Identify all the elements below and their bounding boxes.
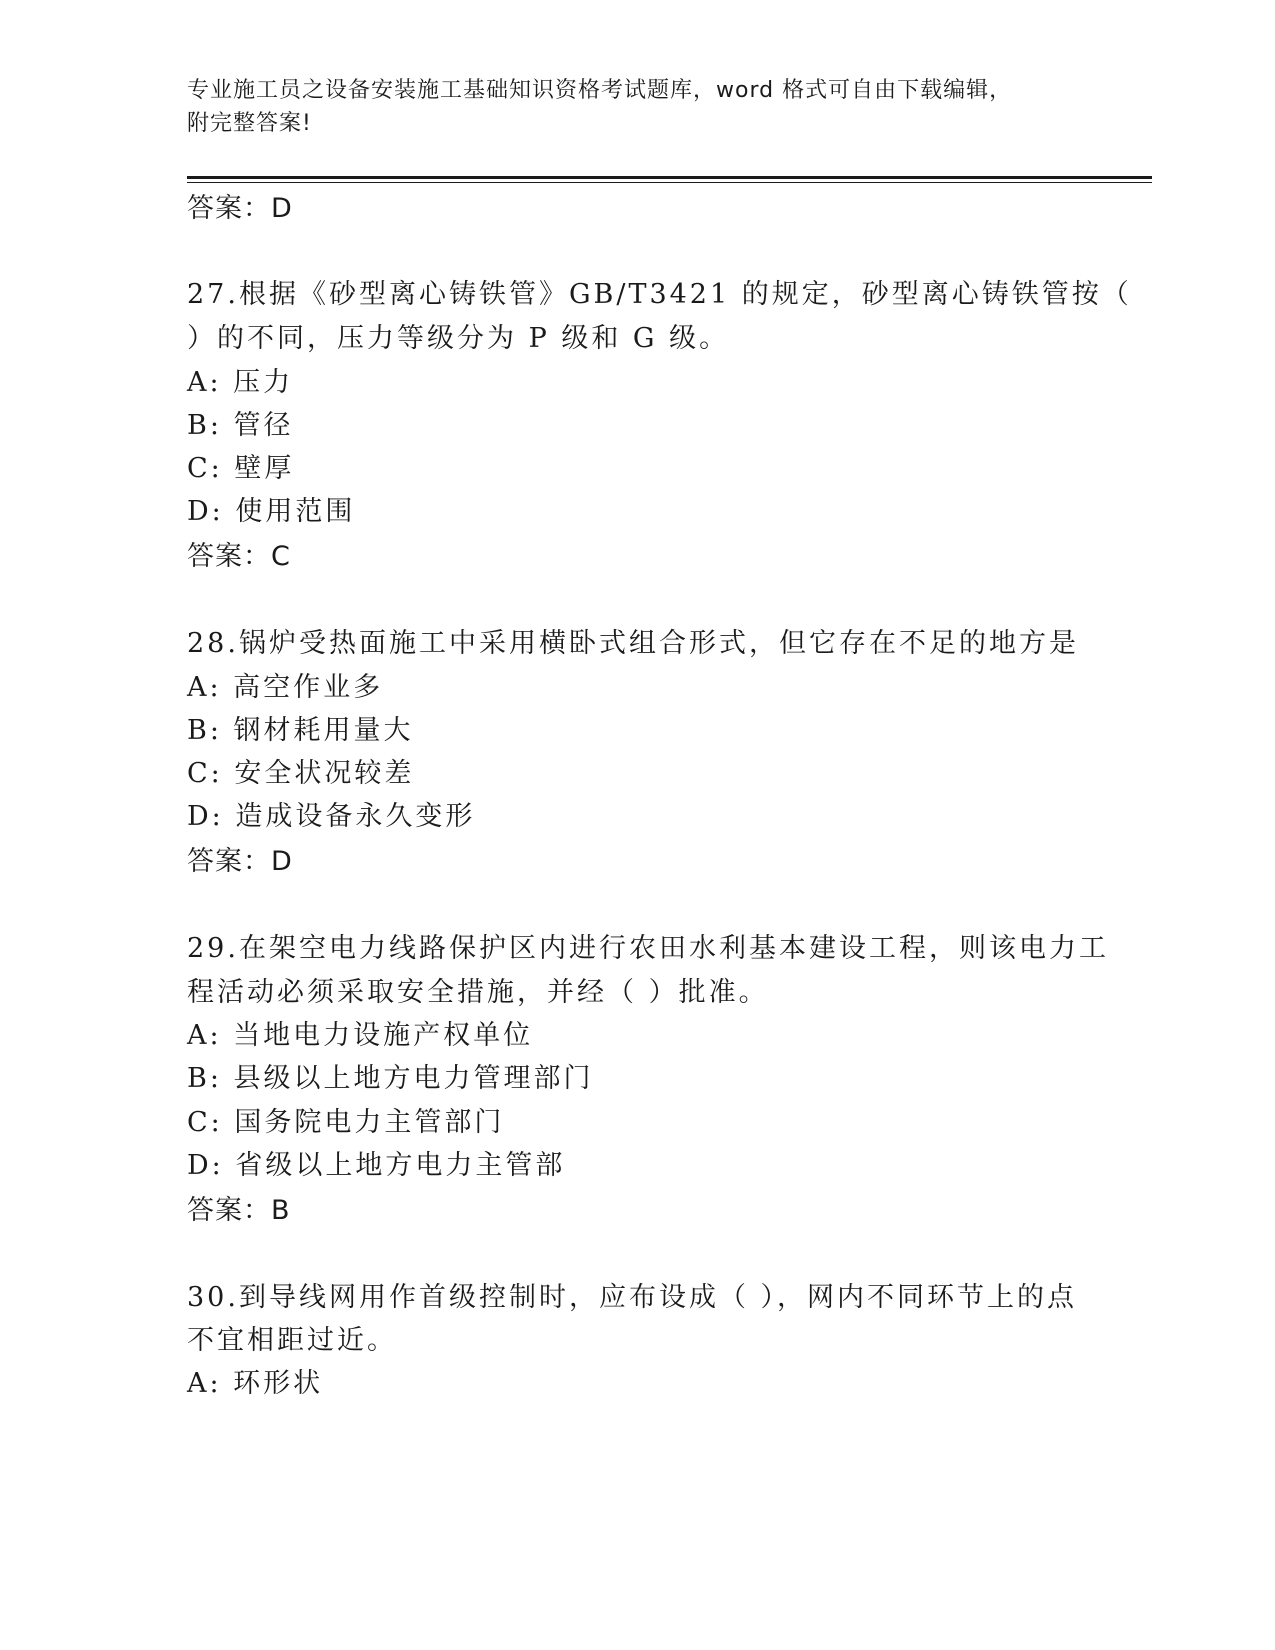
question-29-line-1: 29.在架空电力线路保护区内进行农田水利基本建设工程，则该电力工 xyxy=(187,933,1109,964)
question-28-option-c: C: 安全状况较差 xyxy=(187,758,415,789)
answer-29: 答案：B xyxy=(187,1195,291,1226)
document-header xyxy=(187,74,1067,140)
question-29-option-b: B: 县级以上地方电力管理部门 xyxy=(187,1063,594,1094)
question-30-line-1: 30.到导线网用作首级控制时，应布设成（ ），网内不同环节上的点 xyxy=(187,1282,1078,1313)
answer-26: 答案：D xyxy=(187,193,293,224)
header-line-1: 专业施工员之设备安装施工基础知识资格考试题库，word 格式可自由下载编辑， xyxy=(187,78,1013,103)
question-28-option-b: B: 钢材耗用量大 xyxy=(187,715,414,746)
question-30-option-a: A: 环形状 xyxy=(187,1368,324,1399)
question-27-line-1: 27.根据《砂型离心铸铁管》GB/T3421 的规定，砂型离心铸铁管按（ xyxy=(187,279,1132,310)
question-28-line-1: 28.锅炉受热面施工中采用横卧式组合形式，但它存在不足的地方是 xyxy=(187,628,1079,659)
answer-28: 答案：D xyxy=(187,846,293,877)
question-27-option-c: C: 壁厚 xyxy=(187,453,295,484)
answer-27: 答案：C xyxy=(187,541,291,572)
question-27-line-2: ）的不同，压力等级分为 P 级和 G 级。 xyxy=(187,323,730,354)
question-30-line-2: 不宜相距过近。 xyxy=(187,1325,397,1356)
question-28-option-a: A: 高空作业多 xyxy=(187,672,384,703)
question-28-option-d: D: 造成设备永久变形 xyxy=(187,801,476,832)
question-29-option-c: C: 国务院电力主管部门 xyxy=(187,1107,505,1138)
header-line-2: 附完整答案! xyxy=(187,111,312,136)
question-27-option-a: A: 压力 xyxy=(187,367,294,398)
question-29-option-d: D: 省级以上地方电力主管部 xyxy=(187,1150,566,1181)
question-27-option-d: D: 使用范围 xyxy=(187,496,356,527)
header-divider-thin xyxy=(187,182,1152,183)
header-divider-thick xyxy=(187,176,1152,179)
question-27-option-b: B: 管径 xyxy=(187,410,294,441)
question-29-option-a: A: 当地电力设施产权单位 xyxy=(187,1020,534,1051)
question-29-line-2: 程活动必须采取安全措施，并经（ ）批准。 xyxy=(187,977,769,1008)
